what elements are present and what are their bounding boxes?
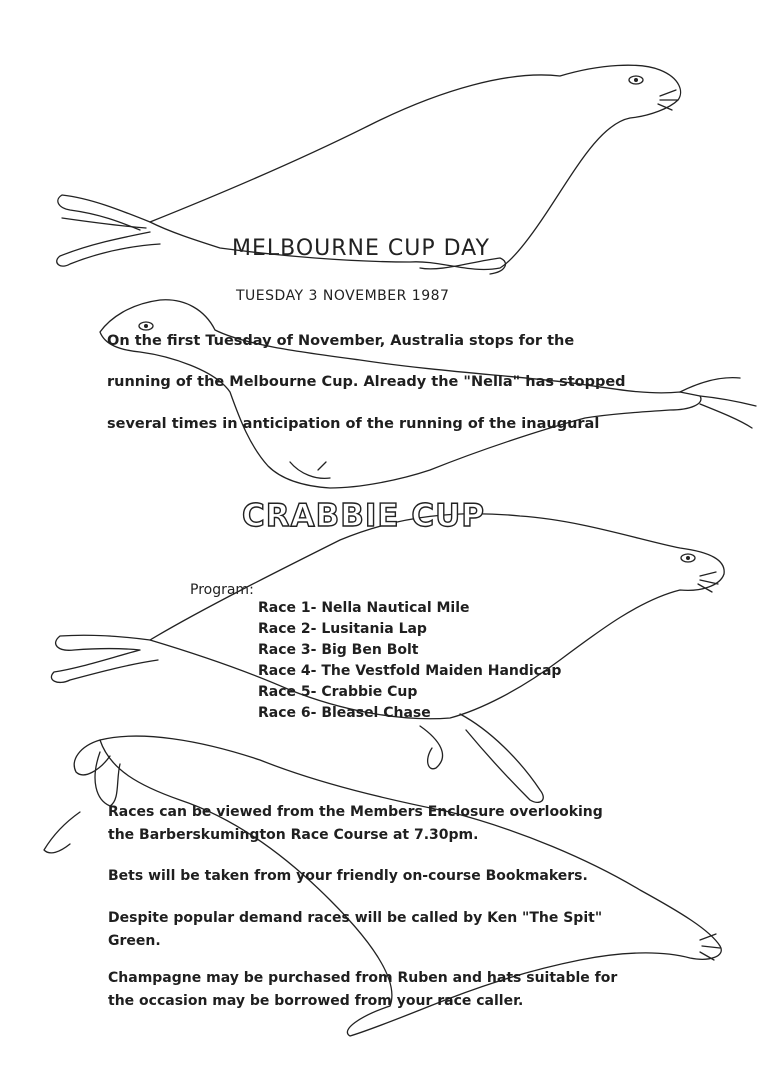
- intro-line-1: On the first Tuesday of November, Australia stops for the: [107, 333, 575, 349]
- details-line-2: the Barberskumington Race Course at 7.30pm.: [108, 827, 479, 843]
- details-line-3: Bets will be taken from your friendly on-course Bookmakers.: [108, 868, 588, 884]
- race-item-2: Race 2- Lusitania Lap: [258, 621, 427, 637]
- details-line-1: Races can be viewed from the Members Enclosure overlooking: [108, 804, 603, 820]
- race-item-5: Race 5- Crabbie Cup: [258, 684, 418, 700]
- race-item-3: Race 3- Big Ben Bolt: [258, 642, 419, 658]
- seal-3-flipper: [420, 726, 443, 769]
- details-line-5: Green.: [108, 933, 161, 949]
- program-label: Program:: [190, 582, 254, 598]
- details-line-4: Despite popular demand races will be called by Ken "The Spit": [108, 910, 603, 926]
- race-item-4: Race 4- The Vestfold Maiden Handicap: [258, 663, 562, 679]
- seal-4-lower-flipper: [44, 812, 80, 853]
- seal-3-body: [150, 514, 724, 719]
- details-line-6: Champagne may be purchased from Ruben and hats suitable for: [108, 970, 618, 986]
- race-item-1: Race 1- Nella Nautical Mile: [258, 600, 470, 616]
- seal-1-tail-mid: [62, 218, 146, 228]
- page-title: MELBOURNE CUP DAY: [232, 236, 490, 261]
- event-date: TUESDAY 3 NOVEMBER 1987: [236, 288, 450, 304]
- seal-2-flipper: [290, 462, 330, 478]
- intro-line-2: running of the Melbourne Cup. Already the "Nella" has stopped: [107, 374, 626, 390]
- details-line-7: the occasion may be borrowed from your race caller.: [108, 993, 524, 1009]
- seal-2-body: [100, 300, 701, 488]
- seal-2-tail: [680, 378, 756, 428]
- seal-1-tail-top: [58, 195, 150, 230]
- seal-4-body: [100, 736, 721, 1036]
- seal-1-tail-bottom: [57, 232, 160, 266]
- race-item-6: Race 6- Bleasel Chase: [258, 705, 431, 721]
- seal-4-tail: [74, 740, 120, 806]
- seal-3-tail: [51, 635, 158, 682]
- seal-4-right-flipper: [460, 714, 543, 802]
- seal-2-drawing: [100, 300, 756, 488]
- intro-line-3: several times in anticipation of the running of the inaugural: [107, 416, 600, 432]
- event-name-heading: CRABBIE CUP: [242, 498, 486, 534]
